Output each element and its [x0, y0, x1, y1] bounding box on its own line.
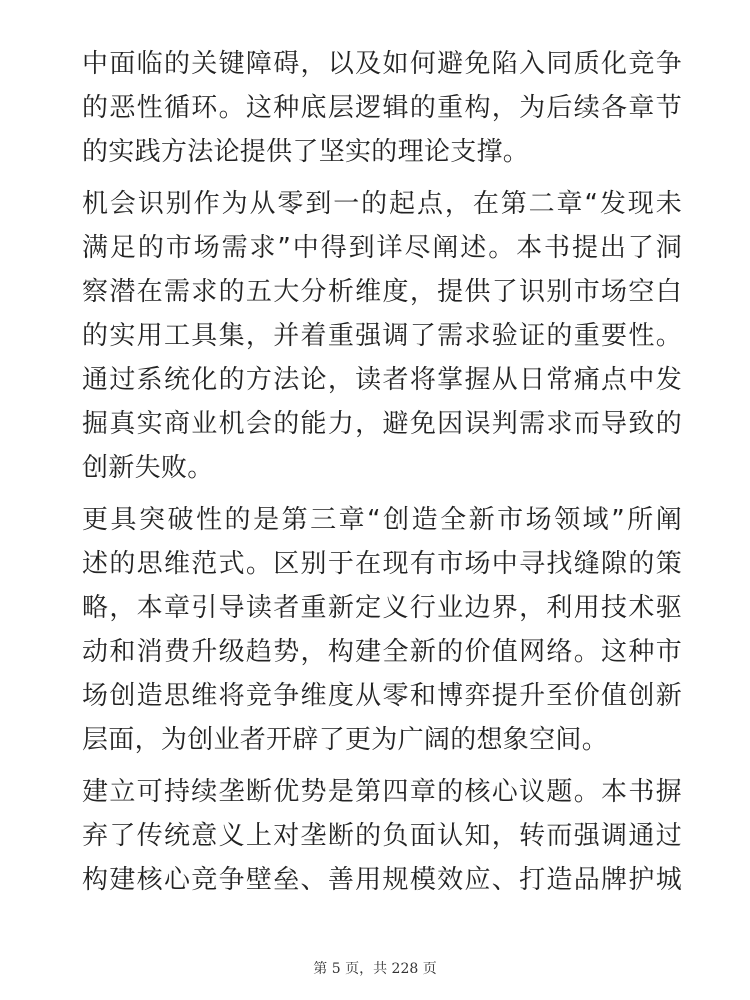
text-line: 掘真实商业机会的能力，避免因误判需求而导致的: [82, 409, 682, 439]
text-line: 的实践方法论提供了坚实的理论支撑。: [82, 137, 530, 167]
text-line: 构建核心竞争壁垒、善用规模效应、打造品牌护城: [82, 865, 682, 895]
text-line: 通过系统化的方法论，读者将掌握从日常痛点中发: [82, 365, 682, 395]
text-line: 满足的市场需求”中得到详尽阐述。本书提出了洞: [82, 233, 682, 263]
text-line: 层面，为创业者开辟了更为广阔的想象空间。: [82, 725, 609, 755]
text-line: 建立可持续垄断优势是第四章的核心议题。本书摒: [82, 777, 682, 807]
page-number: 第 5 页，共 228 页: [313, 961, 437, 977]
text-line: 更具突破性的是第三章“创造全新市场领域”所阐: [82, 505, 682, 535]
text-line: 动和消费升级趋势，构建全新的价值网络。这种市: [82, 637, 682, 667]
text-line: 察潜在需求的五大分析维度，提供了识别市场空白: [82, 277, 682, 307]
text-line: 的恶性循环。这种底层逻辑的重构，为后续各章节: [82, 93, 682, 123]
document-body: [82, 42, 682, 910]
text-line: 的实用工具集，并着重强调了需求验证的重要性。: [82, 321, 682, 351]
paragraph-2: [82, 182, 682, 490]
text-line: 略，本章引导读者重新定义行业边界，利用技术驱: [82, 593, 682, 623]
text-line: 述的思维范式。区别于在现有市场中寻找缝隙的策: [82, 549, 682, 579]
paragraph-3: [82, 498, 682, 762]
text-line: 中面临的关键障碍，以及如何避免陷入同质化竞争: [82, 49, 682, 79]
text-line: 场创造思维将竞争维度从零和博弈提升至价值创新: [82, 681, 682, 711]
paragraph-1: [82, 42, 682, 174]
text-line: 弃了传统意义上对垄断的负面认知，转而强调通过: [82, 821, 682, 851]
paragraph-4: [82, 770, 682, 902]
text-line: 机会识别作为从零到一的起点，在第二章“发现未: [82, 189, 682, 219]
text-line: 创新失败。: [82, 453, 214, 483]
